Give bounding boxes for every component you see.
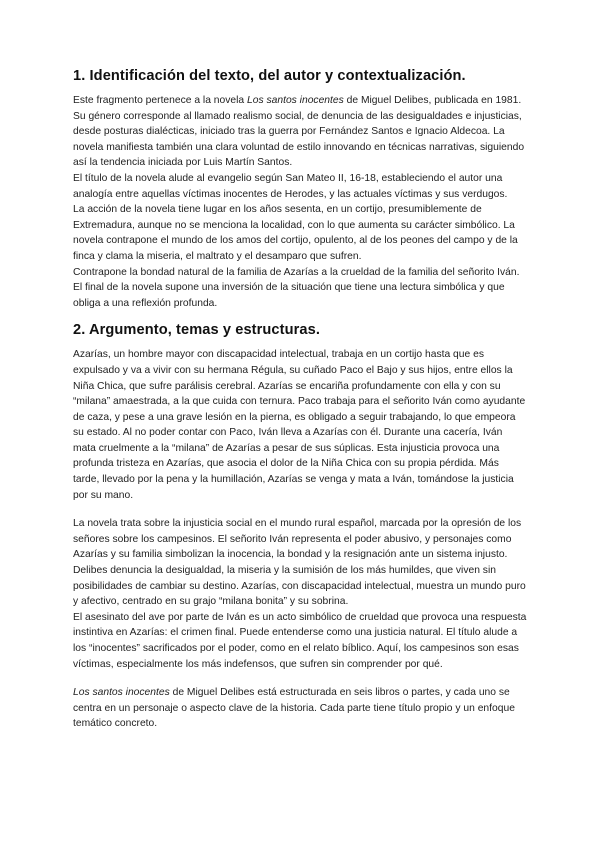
section-2-paragraph-2: La novela trata sobre la injusticia social en el mundo rural español, marcada por la opresión de los señores sobre los campesinos. El señorito Iván representa el poder abusivo, y personajes como Azarías y su familia simbolizan la inocencia, la bondad y la resignación ante un sistema injusto. <box>73 518 522 561</box>
novel-title: Los santos inocentes <box>73 687 170 699</box>
section-2-paragraph-3: Delibes denuncia la desigualdad, la miseria y la sumisión de los más humildes, que viven sin posibilidades de cambiar su destino. Azarías, con discapacidad intelectual, muestra un mundo puro y afectivo, centrado en su grajo “milana bonita” y su sobrina. <box>73 565 526 608</box>
section-2-paragraph-1: Azarías, un hombre mayor con discapacidad intelectual, trabaja en un cortijo hasta que es expulsado y va a vivir con su hermana Régula, su cuñado Paco el Bajo y sus hijos, entre ellos la Niña Chica, que sufre parálisis cerebral. Azarías se encariña profundamente con ella y con su “milana” amaestrada, a la que cuida con ternura. Paco trabaja para el señorito Iván como ayudante de caza, y pese a una grave lesión en la pierna, es obligado a seguir trabajando, lo que empeora su estado. Al no poder contar con Paco, Iván lleva a Azarías con él. Durante una cacería, Iván mata cruelmente a la “milana” de Azarías a pesar de sus súplicas. Esta injusticia provoca una profunda tristeza en Azarías, que asocia el dolor de la Niña Chica con su propia pérdida. Más tarde, llevado por la pena y la humillación, Azarías se venga y mata a Iván, tomándose la justicia por su mano. <box>73 349 526 501</box>
section-2-paragraph-4: El asesinato del ave por parte de Iván es un acto simbólico de crueldad que provoca una respuesta instintiva en Azarías: el crimen final. Puede entenderse como una justicia natural. El título alude a los “inocentes” sacrificados por el poder, como en el relato bíblico. Aquí, los campesinos son esas víctimas, especialmente los más indefensos, que sufren sin comprender por qué. <box>73 611 527 670</box>
section-1-heading: 1. Identificación del texto, del autor y contextualización. <box>73 68 466 84</box>
paragraph-gap <box>73 503 527 516</box>
s2-p5-post: de Miguel Delibes está estructurada en seis libros o partes, y cada uno se centra en un personaje o aspecto clave de la historia. Cada parte tiene título propio y un enfoque temático concreto. <box>73 687 515 730</box>
section-2-paragraph-5 <box>73 685 527 732</box>
s1-p1-post: de Miguel Delibes, publicada en 1981. Su género corresponde al llamado realismo social, de denuncia de las desigualdades e injusticias, desde posturas dialécticas, iniciado tras la guerra por Fernández Santos e Ignacio Aldecoa. La novela manifiesta también una clara voluntad de estilo innovando en técnicas narrativas, siguiendo así la tendencia iniciada por Luis Martín Santos. <box>73 95 525 169</box>
section-2-heading: 2. Argumento, temas y estructuras. <box>73 322 320 339</box>
section-1-paragraph-1 <box>73 93 527 171</box>
section-1-paragraph-4: Contrapone la bondad natural de la familia de Azarías a la crueldad de la familia del señorito Iván. El final de la novela supone una inversión de la situación que tiene una lectura simbólica y que obliga a una reflexión profunda. <box>73 266 520 309</box>
novel-title: Los santos inocentes <box>247 95 344 106</box>
section-1-paragraph-3: La acción de la novela tiene lugar en los años sesenta, en un cortijo, presumiblemente de Extremadura, aunque no se menciona la localidad, con lo que aumenta su carácter simbólico. La novela contrapone el mundo de los amos del cortijo, opulento, al de los peones del campo y de la finca y clama la miseria, el maltrato y el desamparo que sufren. <box>73 204 518 262</box>
s1-p1-pre: Este fragmento pertenece a la novela <box>73 95 248 106</box>
paragraph-gap <box>73 672 527 685</box>
section-1-paragraph-2: El título de la novela alude al evangelio según San Mateo II, 16-18, estableciendo el autor una analogía entre aquellas víctimas inocentes de Herodes, y las actuales víctimas y sus verdugos. <box>73 172 508 200</box>
